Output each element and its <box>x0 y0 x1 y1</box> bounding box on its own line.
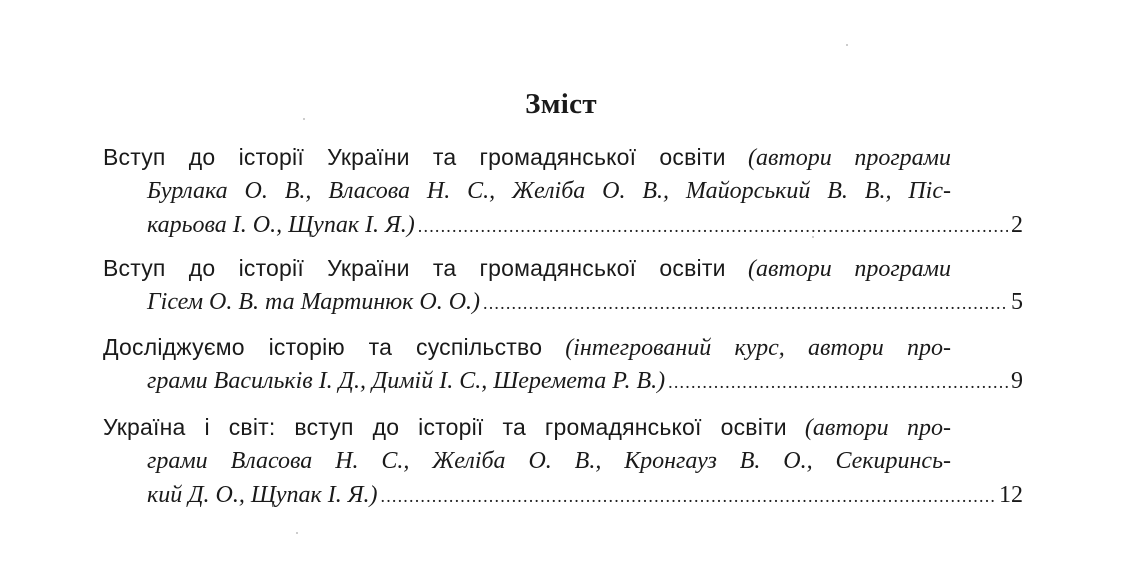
toc-entry-authors: (автори про- <box>804 415 952 441</box>
page-number: 2 <box>1011 212 1023 238</box>
dot-leader <box>668 365 1008 399</box>
toc-entry-authors: (автори програми <box>747 145 951 171</box>
toc-entry-authors: Бурлака О. В., Власова Н. С., Желіба О. В., Майорський В. В., Піс- <box>147 178 951 204</box>
toc-entry-authors: грами Васильків І. Д., Димій І. С., Шеремета Р. В.) <box>147 368 666 394</box>
toc-entry-authors: (інтегрований курс, автори про- <box>565 335 951 361</box>
toc-entry-line <box>103 140 951 174</box>
toc-entry-line <box>147 208 1023 242</box>
toc-entry-line <box>147 174 951 208</box>
toc-entry-title: Україна і світ: вступ до історії та громадянської освіти <box>103 414 787 440</box>
toc-entry-authors: Гісем О. В. та Мартинюк О. О.) <box>147 289 481 315</box>
dot-leader <box>381 479 997 513</box>
toc-entry-line <box>147 478 1023 512</box>
toc-entry-line <box>147 285 1023 319</box>
page-title: Зміст <box>525 88 597 120</box>
toc-entry-line <box>147 444 951 478</box>
toc-entry-title: Вступ до історії України та громадянської освіти <box>103 255 726 281</box>
scan-speck <box>812 236 814 238</box>
toc-entry-line <box>103 330 951 364</box>
dot-leader <box>483 286 1008 320</box>
toc-entry-title: Досліджуємо історію та суспільство <box>103 334 543 360</box>
toc-entry-authors: кий Д. О., Щупак І. Я.) <box>147 482 378 508</box>
toc-entry-line <box>147 364 1023 398</box>
toc-entry-authors: грами Власова Н. С., Желіба О. В., Кронгауз В. О., Секиринсь- <box>147 448 951 474</box>
toc-entry-authors: (автори програми <box>747 256 951 282</box>
scan-speck <box>846 44 848 46</box>
page-number: 9 <box>1011 368 1023 394</box>
page-number: 12 <box>999 482 1023 508</box>
toc-entry-line <box>103 251 951 285</box>
scan-speck <box>296 532 298 534</box>
page-number: 5 <box>1011 289 1023 315</box>
scan-speck <box>303 118 305 120</box>
toc-entry-authors: карьова І. О., Щупак І. Я.) <box>147 212 415 238</box>
toc-entry-line <box>103 410 951 444</box>
toc-entry-title: Вступ до історії України та громадянської освіти <box>103 144 726 170</box>
dot-leader <box>418 209 1008 243</box>
